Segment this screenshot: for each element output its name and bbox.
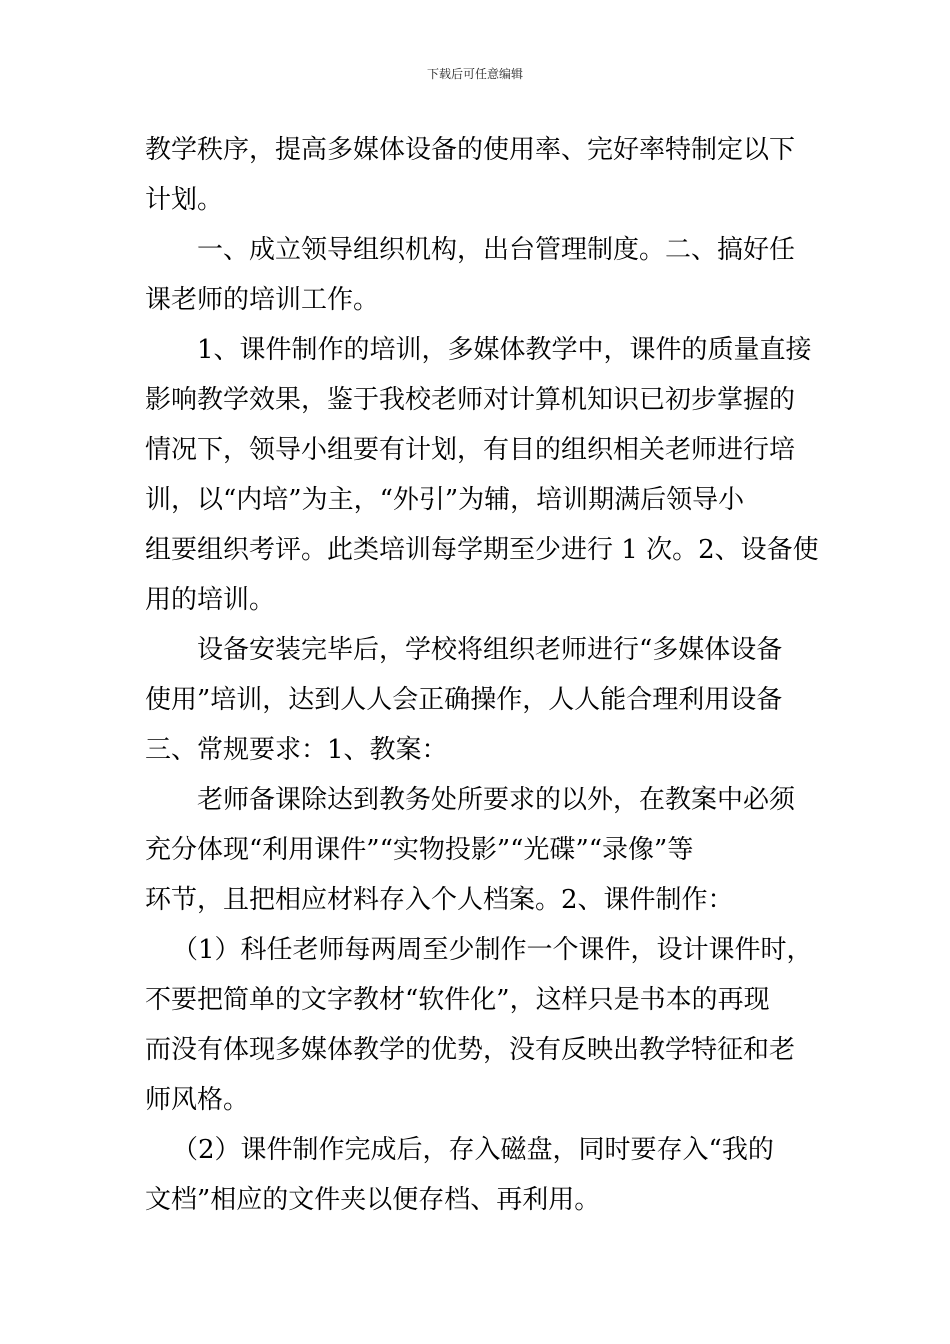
text-line: 充分体现“利用课件”“实物投影”“光碟”“录像”等	[145, 835, 694, 865]
text-line: （2）课件制作完成后，存入磁盘，同时要存入“我的	[172, 1135, 774, 1165]
text-line: 文档”相应的文件夹以便存档、再利用。	[145, 1185, 601, 1215]
text-line: 训，以“内培”为主，“外引”为辅，培训期满后领导小	[145, 485, 745, 515]
text-line: 影响教学效果，鉴于我校老师对计算机知识已初步掌握的	[145, 385, 796, 415]
text-line: 不要把简单的文字教材“软件化”，这样只是书本的再现	[145, 985, 770, 1015]
text-line: 而没有体现多媒体教学的优势，没有反映出教学特征和老	[145, 1035, 796, 1065]
text-line: 情况下，领导小组要有计划，有目的组织相关老师进行培	[145, 435, 796, 465]
text-line: 组要组织考评。此类培训每学期至少进行 1 次。2、设备使	[145, 535, 819, 565]
page-header: 下载后可任意编辑	[426, 67, 523, 81]
text-line: 教学秩序，提高多媒体设备的使用率、完好率特制定以下	[145, 135, 796, 165]
text-line: 一、成立领导组织机构，出台管理制度。二、搞好任	[197, 235, 796, 265]
text-line: 1、课件制作的培训，多媒体教学中，课件的质量直接	[197, 335, 812, 365]
text-line: 课老师的培训工作。	[145, 285, 380, 315]
text-line: （1）科任老师每两周至少制作一个课件，设计课件时，	[172, 935, 813, 965]
text-line: 环节，且把相应材料存入个人档案。2、课件制作：	[145, 885, 734, 915]
text-line: 计划。	[145, 185, 224, 215]
text-line: 老师备课除达到教务处所要求的以外，在教案中必须	[197, 785, 796, 815]
text-line: 师风格。	[145, 1085, 250, 1115]
text-line: 三、常规要求：1、教案：	[145, 735, 448, 765]
text-line: 用的培训。	[145, 585, 276, 615]
text-line: 设备安装完毕后，学校将组织老师进行“多媒体设备	[197, 635, 783, 665]
text-line: 使用”培训，达到人人会正确操作，人人能合理利用设备	[145, 685, 783, 715]
